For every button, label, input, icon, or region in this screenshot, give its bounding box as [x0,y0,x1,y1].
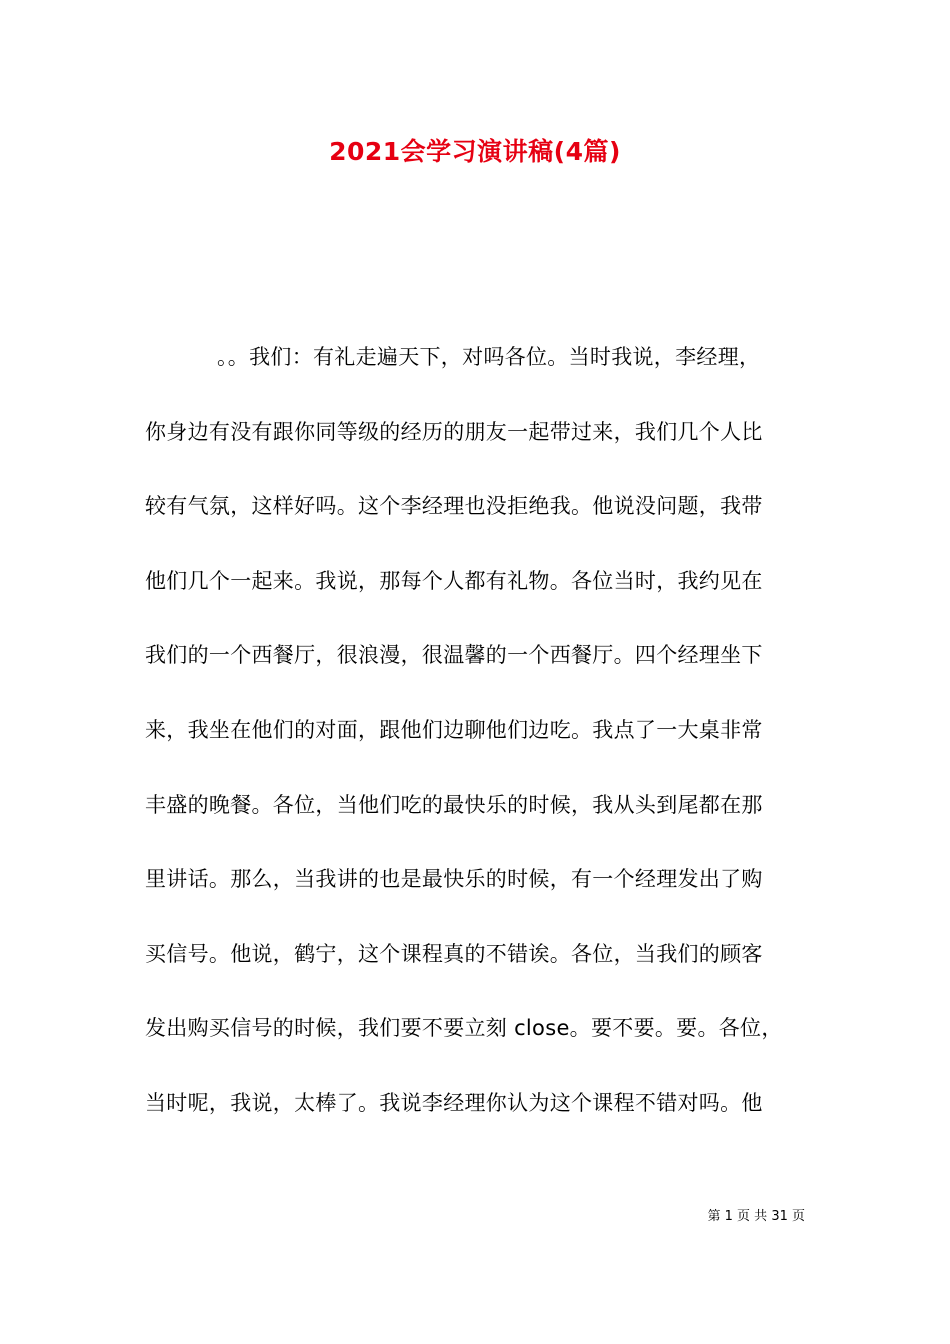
paragraph-line: 他们几个一起来。我说，那每个人都有礼物。各位当时，我约见在 [145,568,763,593]
paragraph-line: 你身边有没有跟你同等级的经历的朋友一起带过来，我们几个人比 [145,419,763,444]
paragraph-line: 较有气氛，这样好吗。这个李经理也没拒绝我。他说没问题，我带 [145,494,763,519]
paragraph-line: 当时呢，我说，太棒了。我说李经理你认为这个课程不错对吗。他 [145,1090,763,1115]
document-body [145,337,835,1158]
paragraph-line: 发出购买信号的时候，我们要不要立刻 close。要不要。要。各位， [145,1016,783,1041]
page-number-footer: 第 1 页 共 31 页 [707,1209,805,1224]
paragraph-line: 买信号。他说，鹤宁，这个课程真的不错诶。各位，当我们的顾客 [145,941,763,966]
document-title: 2021会学习演讲稿(4篇) [329,137,621,166]
paragraph-line: 丰盛的晚餐。各位，当他们吃的最快乐的时候，我从头到尾都在那 [145,792,763,817]
paragraph-line: 来，我坐在他们的对面，跟他们边聊他们边吃。我点了一大桌非常 [145,717,763,742]
paragraph-line: 里讲话。那么，当我讲的也是最快乐的时候，有一个经理发出了购 [145,867,763,892]
paragraph-line: 。。我们：有礼走遍天下，对吗各位。当时我说，李经理， [217,345,761,369]
paragraph-line: 我们的一个西餐厅，很浪漫，很温馨的一个西餐厅。四个经理坐下 [145,643,763,668]
